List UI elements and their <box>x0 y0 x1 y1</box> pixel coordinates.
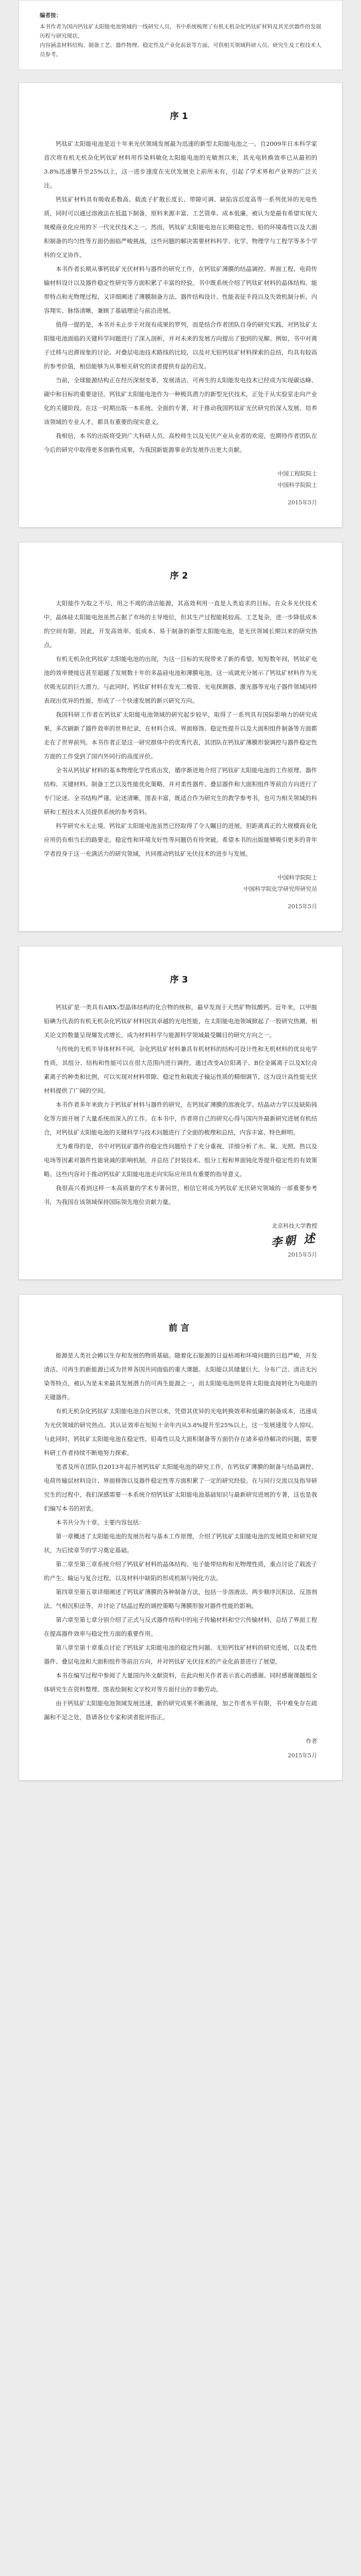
signature-date: 2015年5月 <box>288 903 317 910</box>
paragraph: 钙钛矿是一类具有ABX₃型晶体结构的化合物的统称，最早发现于天然矿物钛酸钙。近年来，以甲胺铅碘为代表的有机无机杂化钙钛矿材料因其卓越的光电性能，在太阳能电池领域掀起了一股研究热潮，相关论文的数量呈现爆发式增长，成为材料科学与能源科学领域最受瞩目的研究方向之一。 <box>44 1004 317 1039</box>
foreword-title: 前言 <box>169 1323 192 1333</box>
signature-date: 2015年5月 <box>288 1752 317 1759</box>
preface-2-page <box>19 542 342 931</box>
paragraph: 有机无机杂化钙钛矿太阳能电池的出现，为这一目标的实现带来了新的希望。短短数年间，钙钛矿电池的效率便接近甚至超越了发展数十年的多晶硅电池和薄膜电池，这一成就充分展示了钙钛矿材料作为光伏吸光层的巨大潜力。与此同时，钙钛矿材料在发光二极管、光电探测器、激光器等光电子器件领域同样表现出优异的性能，形成了一个快速发展的新兴研究方向。 <box>44 655 317 704</box>
signature-line: 中国科学院院士 <box>277 482 317 488</box>
signature-line: 中国科学院院士 <box>277 874 317 881</box>
signature-date: 2015年5月 <box>288 1251 317 1258</box>
list-item: 第四章至第五章详细阐述了钙钛矿薄膜的各种制备方法，包括一步溶液法、两步顺序沉积法、反溶剂法、气相沉积法等，并讨论了结晶过程的调控策略与薄膜形貌对器件性能的影响。 <box>44 1588 317 1609</box>
paragraph: 笔者及所在团队自2013年起开展钙钛矿太阳能电池的研究工作，在钙钛矿薄膜的制备与结晶调控、电荷传输层材料设计、界面修饰以及器件稳定性等方面积累了一定的研究经验。在与同行交流以及指导研究生的过程中，我们深感需要一本系统介绍钙钛矿太阳能电池基础知识与最新研究进展的专著，这也是我们编写本书的初衷。 <box>44 1463 317 1512</box>
paragraph: 太阳能作为取之不尽、用之不竭的清洁能源，其高效利用一直是人类追求的目标。在众多光伏技术中，晶体硅太阳能电池虽然占据了市场的主导地位，但其生产过程能耗较高、工艺复杂，进一步降低成本的空间有限。因此，开发高效率、低成本、易于制备的新型太阳能电池，是光伏领域长期以来的研究热点。 <box>44 600 317 649</box>
paragraph: 与传统的无机半导体材料不同，杂化钙钛矿材料兼具有机材料的结构可设计性和无机材料的优良电学性质，其组分、结构和性能可以在很大范围内进行调控。通过改变A位阳离子、B位金属离子以及X位卤素离子的种类和比例，可以实现对材料带隙、稳定性和载流子输运性质的精细调节，这为设计高性能光伏材料提供了广阔的空间。 <box>44 1045 317 1094</box>
paragraph: 科学研究永无止境。钙钛矿太阳能电池虽然已经取得了令人瞩目的进展，但距离真正的大规模商业化应用仍有相当长的路要走，稳定性和环境友好性等问题仍有待突破。希望本书的出版能够吸引更多的青年学者投身于这一充满活力的研究领域，共同推动钙钛矿光伏技术的进步与发展。 <box>44 822 317 857</box>
preface-2-title: 序2 <box>170 571 191 581</box>
signature-block <box>44 872 317 910</box>
list-item: 第六章至第七章分别介绍了正式与反式器件结构中的电子传输材料和空穴传输材料，总结了界面工程在提高器件效率与稳定性方面的重要作用。 <box>44 1616 317 1637</box>
paragraph: 钙钛矿太阳能电池是近十年来光伏领域发展最为迅速的新型太阳能电池之一。自2009年日本科学家首次将有机无机杂化钙钛矿材料用作染料敏化太阳能电池的光敏剂以来，其光电转换效率已从最初的3.8%迅速攀升至25%以上，这一进步速度在光伏发展史上前所未有，引起了学术界和产业界的广泛关注。 <box>44 140 317 189</box>
notice-heading: 编者按： <box>40 12 61 19</box>
paragraph: 我很高兴看到这样一本高质量的学术专著问世，相信它将成为钙钛矿光伏研究领域的一部重要参考书，为我国在该领域保持国际领先地位贡献力量。 <box>44 1184 317 1206</box>
list-item: 第二章至第三章系统介绍了钙钛矿材料的晶体结构、电子能带结构和光物理性质，重点讨论了载流子的产生、输运与复合过程，以及材料中缺陷的形成机制与钝化方法。 <box>44 1561 317 1582</box>
chapter-list <box>44 1530 317 1669</box>
signature-block <box>44 468 317 506</box>
paragraph: 我相信，本书的出版将受到广大科研人员、高校师生以及光伏产业从业者的欢迎，也期待作者团队在今后的研究中取得更多创新性成果，为我国新能源事业的发展作出更大贡献。 <box>44 432 317 453</box>
list-item: 第八章至第十章重点讨论了钙钛矿太阳能电池的稳定性问题、无铅钙钛矿材料的研究进展，以及柔性器件、叠层电池和大面积组件等前沿方向，并对钙钛矿光伏技术的产业化前景进行了展望。 <box>44 1644 317 1665</box>
paragraph: 本书共分为十章，主要内容包括： <box>56 1519 145 1526</box>
preface-1-title: 序1 <box>170 111 191 122</box>
paragraph: 钙钛矿材料具有吸收系数高、载流子扩散长度长、带隙可调、缺陷容忍度高等一系列优异的光电性质，同时可以通过溶液法在低温下制备，原料来源丰富、工艺简单、成本低廉，被认为是最有希望实现大规模商业化应用的下一代光伏技术之一。然而，钙钛矿太阳能电池在长期稳定性、铅的环境毒性以及大面积制备的均匀性等方面仍面临严峻挑战，这些问题的解决需要材料科学、化学、物理学与工程学等多个学科的交叉协作。 <box>44 196 317 259</box>
paragraph: 由于钙钛矿太阳能电池领域发展迅速，新的研究成果不断涌现，加之作者水平有限，书中难免存在疏漏和不足之处，恳请各位专家和读者批评指正。 <box>44 1700 317 1721</box>
foreword-page <box>19 1294 342 1781</box>
signature-date: 2015年5月 <box>288 499 317 506</box>
signature-block <box>44 1736 317 1759</box>
editor-notice <box>19 0 342 70</box>
paragraph: 当前，全球能源结构正在经历深刻变革，发展清洁、可再生的太阳能发电技术已经成为实现碳达峰、碳中和目标的重要途径。钙钛矿太阳能电池作为一种极具潜力的新型光伏技术，正处于从实验室走向产业化的关键阶段。在这一时期出版一本系统、全面的专著，对于推动我国钙钛矿光伏研究的深入发展、培养该领域的专业人才，都具有重要的现实意义。 <box>44 377 317 426</box>
paragraph: 本书作者长期从事钙钛矿光伏材料与器件的研究工作，在钙钛矿薄膜的结晶调控、界面工程、电荷传输材料设计以及器件稳定性研究等方面积累了丰富的经验。书中既系统介绍了钙钛矿材料的晶体结构、能带特点和光物理过程，又详细阐述了薄膜制备方法、器件结构设计、性能表征手段以及失效机制分析，内容翔实、脉络清晰，兼顾了基础理论与前沿进展。 <box>44 265 317 314</box>
signature-line: 中国工程院院士 <box>277 470 317 477</box>
paragraph: 能源是人类社会赖以生存和发展的物质基础。随着化石能源的日益枯竭和环境问题的日趋严峻，开发清洁、可再生的新能源已成为世界各国共同面临的重大课题。太阳能以其储量巨大、分布广泛、清洁无污染等特点，被认为是未来最具发展潜力的可再生能源之一，而太阳能电池则是将太阳能直接转化为电能的关键器件。 <box>44 1352 317 1401</box>
handwritten-signature-text: 李朝 述 <box>270 1231 318 1250</box>
preface-1-page <box>19 82 342 528</box>
list-item: 第一章概述了太阳能电池的发展历程与基本工作原理，介绍了钙钛矿太阳能电池的发展简史和研究现状，为后续章节的学习奠定基础。 <box>44 1533 317 1554</box>
signature-line: 北京科技大学教授 <box>272 1223 317 1229</box>
notice-line: 本书作者为国内钙钛矿太阳能电池领域的一线研究人员，书中系统梳理了有机无机杂化钙钛矿材料及其光伏器件的发展历程与研究现状， <box>40 24 321 39</box>
preface-3-page <box>19 946 342 1280</box>
preface-3-title: 序3 <box>170 975 191 985</box>
paragraph: 本书在编写过程中参阅了大量国内外文献资料，在此向相关作者表示衷心的感谢。同时感谢课题组全体研究生在资料整理、图表绘制和文字校对等方面付出的辛勤劳动。 <box>44 1672 317 1693</box>
paragraph: 有机无机杂化钙钛矿太阳能电池自问世以来，凭借其优异的光电转换效率和低廉的制备成本，迅速成为光伏领域的研究热点。其认证效率在短短十余年内从3.8%提升至25%以上，这一发展速度令人惊叹。与此同时，钙钛矿太阳能电池在稳定性、铅毒性以及大面积制备等方面仍存在诸多亟待解决的问题，需要科研工作者持续不断地努力探索。 <box>44 1408 317 1456</box>
notice-line: 内容涵盖材料结构、制备工艺、器件物理、稳定性及产业化前景等方面，可供相关领域科研人员、研究生及工程技术人员参考。 <box>40 42 321 58</box>
paragraph: 值得一提的是，本书并未止步于对现有成果的罗列，而是结合作者团队自身的研究实践，对钙钛矿太阳能电池面临的关键科学问题进行了深入剖析，并对未来的发展方向提出了独到的见解。例如，书中对离子迁移与迟滞现象的讨论、对叠层电池技术路线的比较，以及对无铅钙钛矿材料探索的总结，均具有较高的参考价值，相信能够为从事相关研究的读者提供有益的启发。 <box>44 321 317 370</box>
signature-line: 作者 <box>306 1738 317 1744</box>
paragraph: 本书作者多年来致力于钙钛矿材料与器件的研究，在钙钛矿薄膜的溶液化学、结晶动力学以及缺陷钝化等方面开展了大量系统而深入的工作。在本书中，作者将自己的研究心得与国内外最新研究进展有机结合，对钙钛矿太阳能电池的关键科学与技术问题进行了全面的梳理和总结，内容丰富、特色鲜明。 <box>44 1101 317 1136</box>
handwritten-signature <box>44 1231 318 1250</box>
paragraph: 我国科研工作者在钙钛矿太阳能电池领域的研究起步较早，取得了一系列具有国际影响力的研究成果，多次刷新了器件效率的世界纪录，在材料合成、界面修饰、稳定性提升以及大面积组件制备等方面都走在了世界前列。本书作者正是这一研究群体中的优秀代表，其团队在钙钛矿薄膜形貌调控与器件稳定性方面的工作受到了国内外同行的高度评价。 <box>44 711 317 760</box>
paragraph: 全书从钙钛矿材料的基本物理化学性质出发，循序渐进地介绍了钙钛矿太阳能电池的工作原理、器件结构、关键材料、制备工艺以及性能优化策略，并对柔性器件、叠层器件和大面积组件等前沿方向进行了专门论述。全书结构严谨、论述清晰，图表丰富，既适合作为研究生的教学参考书，也可为相关领域的科研和工程技术人员提供系统的参考资料。 <box>44 767 317 816</box>
paragraph: 尤为难得的是，书中对钙钛矿器件的稳定性问题给予了充分重视，详细分析了水、氧、光照、热以及电场等因素对器件性能衰减的影响机制，并总结了封装技术、组分工程和界面钝化等提升稳定性的有效策略。这些内容对于推动钙钛矿太阳能电池走向实际应用具有重要的指导意义。 <box>44 1143 317 1178</box>
signature-line: 中国科学院化学研究所研究员 <box>243 886 317 892</box>
signature-block <box>44 1221 317 1259</box>
